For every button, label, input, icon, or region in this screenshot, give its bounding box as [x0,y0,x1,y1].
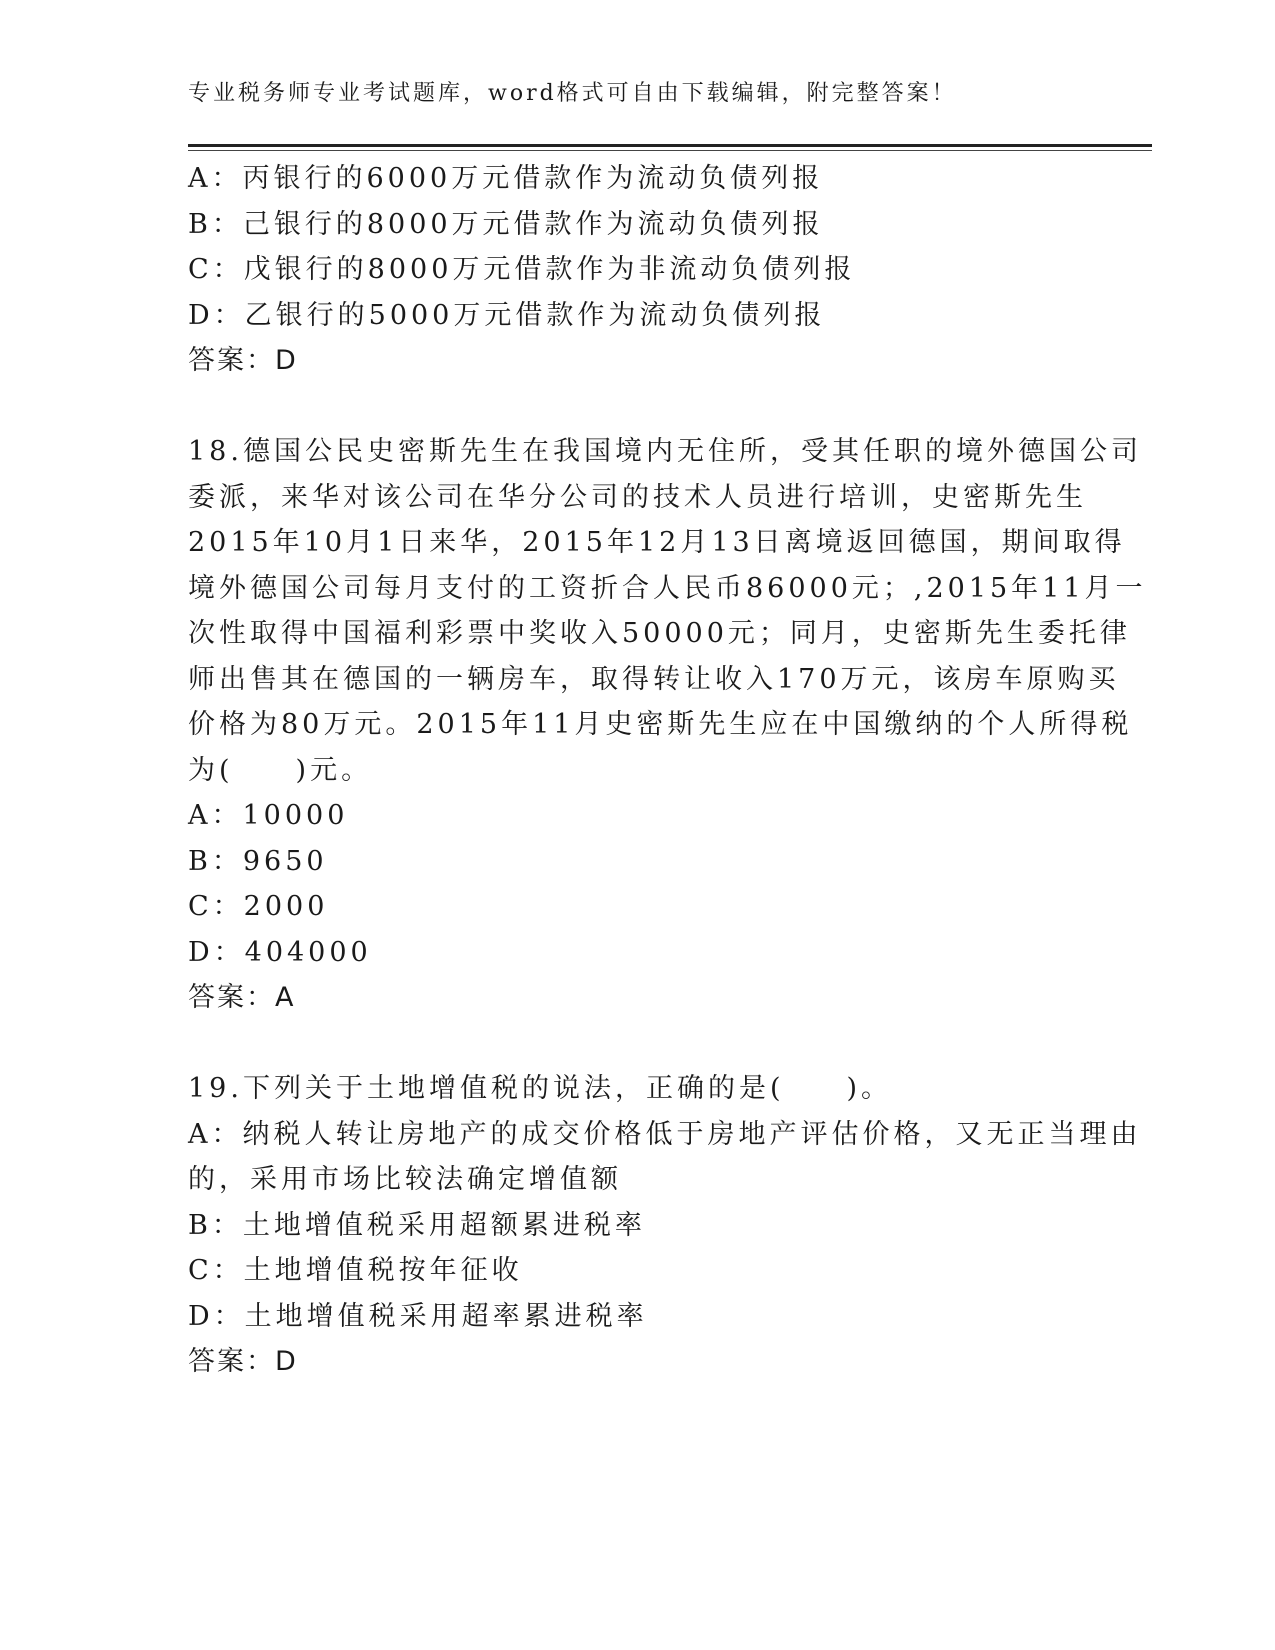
answer: 答案：D [188,1346,298,1377]
question-stem-line: 师出售其在德国的一辆房车，取得转让收入170万元，该房车原购买 [188,663,1120,695]
question-stem-line: 委派，来华对该公司在华分公司的技术人员进行培训，史密斯先生 [188,481,1087,513]
question-18 [188,429,1147,1021]
spacer [188,384,1078,430]
header-rule-thin [188,150,1152,151]
question-stem-line: 次性取得中国福利彩票中奖收入50000元；同月，史密斯先生委托律 [188,618,1131,649]
header-rule-thick [188,144,1152,147]
option-d: D：乙银行的5000万元借款作为流动负债列报 [188,299,826,331]
option-d: D：404000 [188,936,372,968]
option-c: C：土地增值税按年征收 [188,1255,523,1286]
option-b: B：9650 [188,845,328,877]
page-header: 专业税务师专业考试题库，word格式可自由下载编辑，附完整答案！ [188,81,957,106]
answer: 答案：A [188,982,296,1013]
option-a: A：纳税人转让房地产的成交价格低于房地产评估价格，又无正当理由 [188,1118,1142,1150]
option-b: B：己银行的8000万元借款作为流动负债列报 [188,208,824,240]
option-a-continued: 的，采用市场比较法确定增值额 [188,1164,622,1195]
answer: 答案：D [188,345,298,376]
question-stem-line: 19.下列关于土地增值税的说法，正确的是( )。 [188,1073,893,1104]
option-d: D：土地增值税采用超率累进税率 [188,1300,648,1332]
question-stem-line: 价格为80万元。2015年11月史密斯先生应在中国缴纳的个人所得税 [188,709,1133,740]
option-a: A：丙银行的6000万元借款作为流动负债列报 [188,163,824,194]
question-19 [188,1066,1142,1385]
question-stem-line: 2015年10月1日来华，2015年12月13日离境返回德国，期间取得 [188,527,1126,558]
option-c: C：戊银行的8000万元借款作为非流动负债列报 [188,254,856,285]
option-c: C：2000 [188,891,329,922]
option-a: A：10000 [188,800,349,831]
option-b: B：土地增值税采用超额累进税率 [188,1209,646,1241]
question-17 [188,156,1078,384]
question-stem-line: 18.德国公民史密斯先生在我国境内无住所，受其任职的境外德国公司 [188,436,1142,467]
document-body [188,156,1147,1385]
question-stem-line: 境外德国公司每月支付的工资折合人民币86000元；,2015年11月一 [188,572,1147,604]
spacer [188,1021,1078,1067]
question-stem-line: 为( )元。 [188,754,373,786]
